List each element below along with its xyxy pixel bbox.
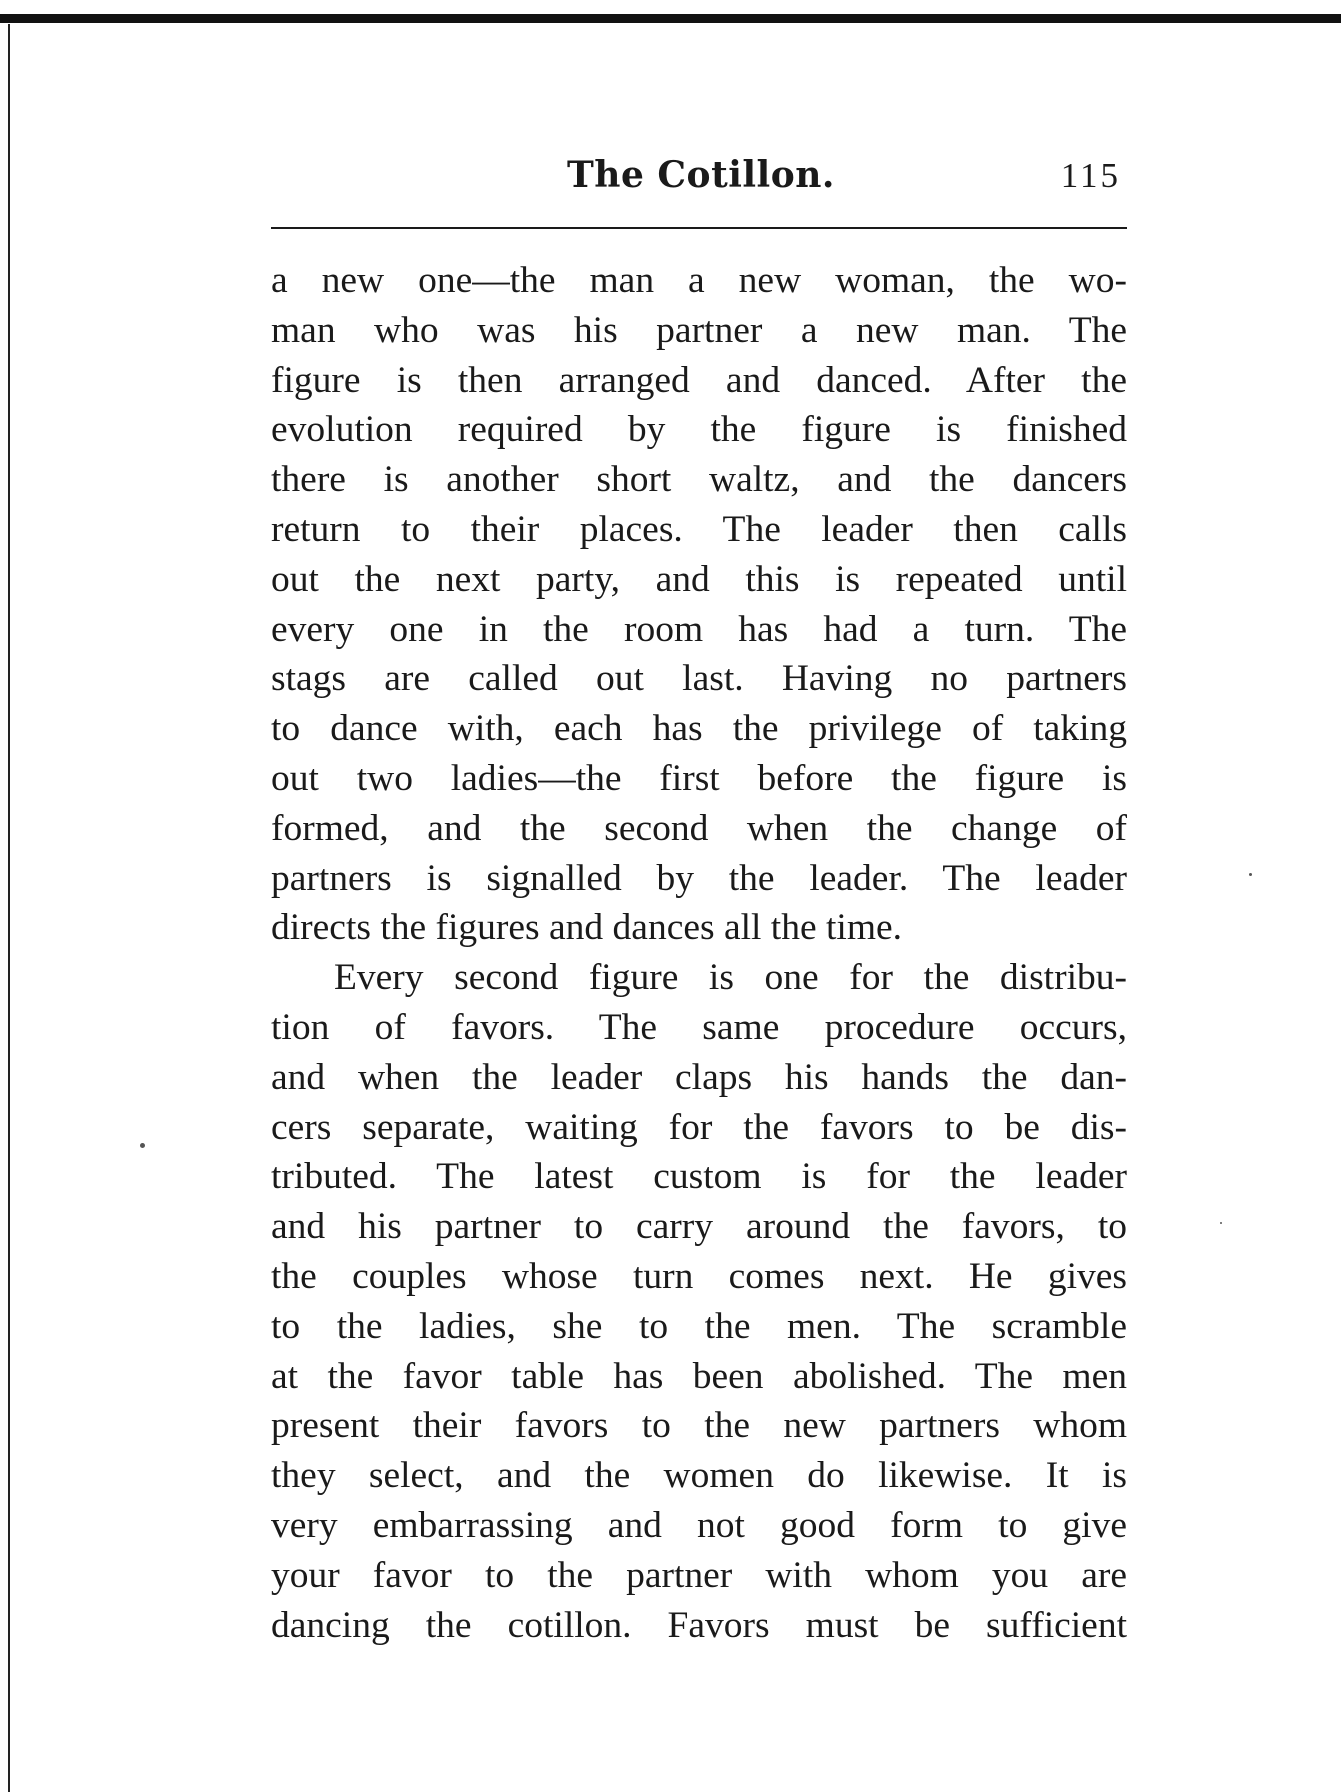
text-line: out the next party, and this is repeated until <box>271 558 1127 600</box>
scan-speck <box>1220 1222 1222 1224</box>
scan-top-border <box>0 14 1341 23</box>
text-line: very embarrassing and not good form to give <box>271 1504 1127 1546</box>
paragraph-2 <box>271 953 1127 1650</box>
text-line: formed, and the second when the change of <box>271 807 1127 849</box>
text-line: they select, and the women do likewise. It is <box>271 1455 1127 1497</box>
scan-left-edge <box>8 24 10 1792</box>
text-line: return to their places. The leader then calls <box>271 508 1127 550</box>
scan-speck <box>1249 873 1252 876</box>
text-line: stags are called out last. Having no partners <box>271 658 1127 700</box>
text-line: figure is then arranged and danced. After the <box>271 359 1127 401</box>
text-line: directs the figures and dances all the time. <box>271 907 903 949</box>
text-line: your favor to the partner with whom you are <box>271 1554 1127 1596</box>
text-line: to dance with, each has the privilege of taking <box>271 708 1127 750</box>
scan-speck <box>140 1143 145 1148</box>
text-line: evolution required by the figure is finished <box>271 409 1127 451</box>
text-line: tributed. The latest custom is for the leader <box>271 1156 1127 1198</box>
header-rule <box>271 227 1127 229</box>
running-title: The Cotillon. <box>567 154 835 196</box>
text-line: cers separate, waiting for the favors to be dis- <box>271 1106 1127 1148</box>
text-line: there is another short waltz, and the dancers <box>271 459 1127 501</box>
text-line: at the favor table has been abolished. The men <box>271 1355 1127 1397</box>
text-line: tion of favors. The same procedure occurs, <box>271 1006 1127 1048</box>
text-line: and his partner to carry around the favors, to <box>271 1206 1127 1248</box>
text-line: out two ladies—the first before the figure is <box>271 757 1127 799</box>
text-line: the couples whose turn comes next. He gives <box>271 1255 1127 1297</box>
text-line: every one in the room has had a turn. The <box>271 608 1127 650</box>
text-line: to the ladies, she to the men. The scramble <box>271 1305 1127 1347</box>
text-line: Every second figure is one for the distribu- <box>334 957 1127 999</box>
text-line: and when the leader claps his hands the dan- <box>271 1056 1127 1098</box>
page-header <box>271 154 1127 208</box>
text-line: partners is signalled by the leader. The leader <box>271 857 1127 899</box>
text-line: present their favors to the new partners whom <box>271 1405 1127 1447</box>
text-line: man who was his partner a new man. The <box>271 309 1127 351</box>
body-text <box>271 256 1127 1650</box>
paragraph-1 <box>271 256 1127 953</box>
page-number: 115 <box>1060 156 1121 195</box>
text-line: dancing the cotillon. Favors must be sufficient <box>271 1604 1127 1646</box>
text-line: a new one—the man a new woman, the wo- <box>271 260 1127 301</box>
